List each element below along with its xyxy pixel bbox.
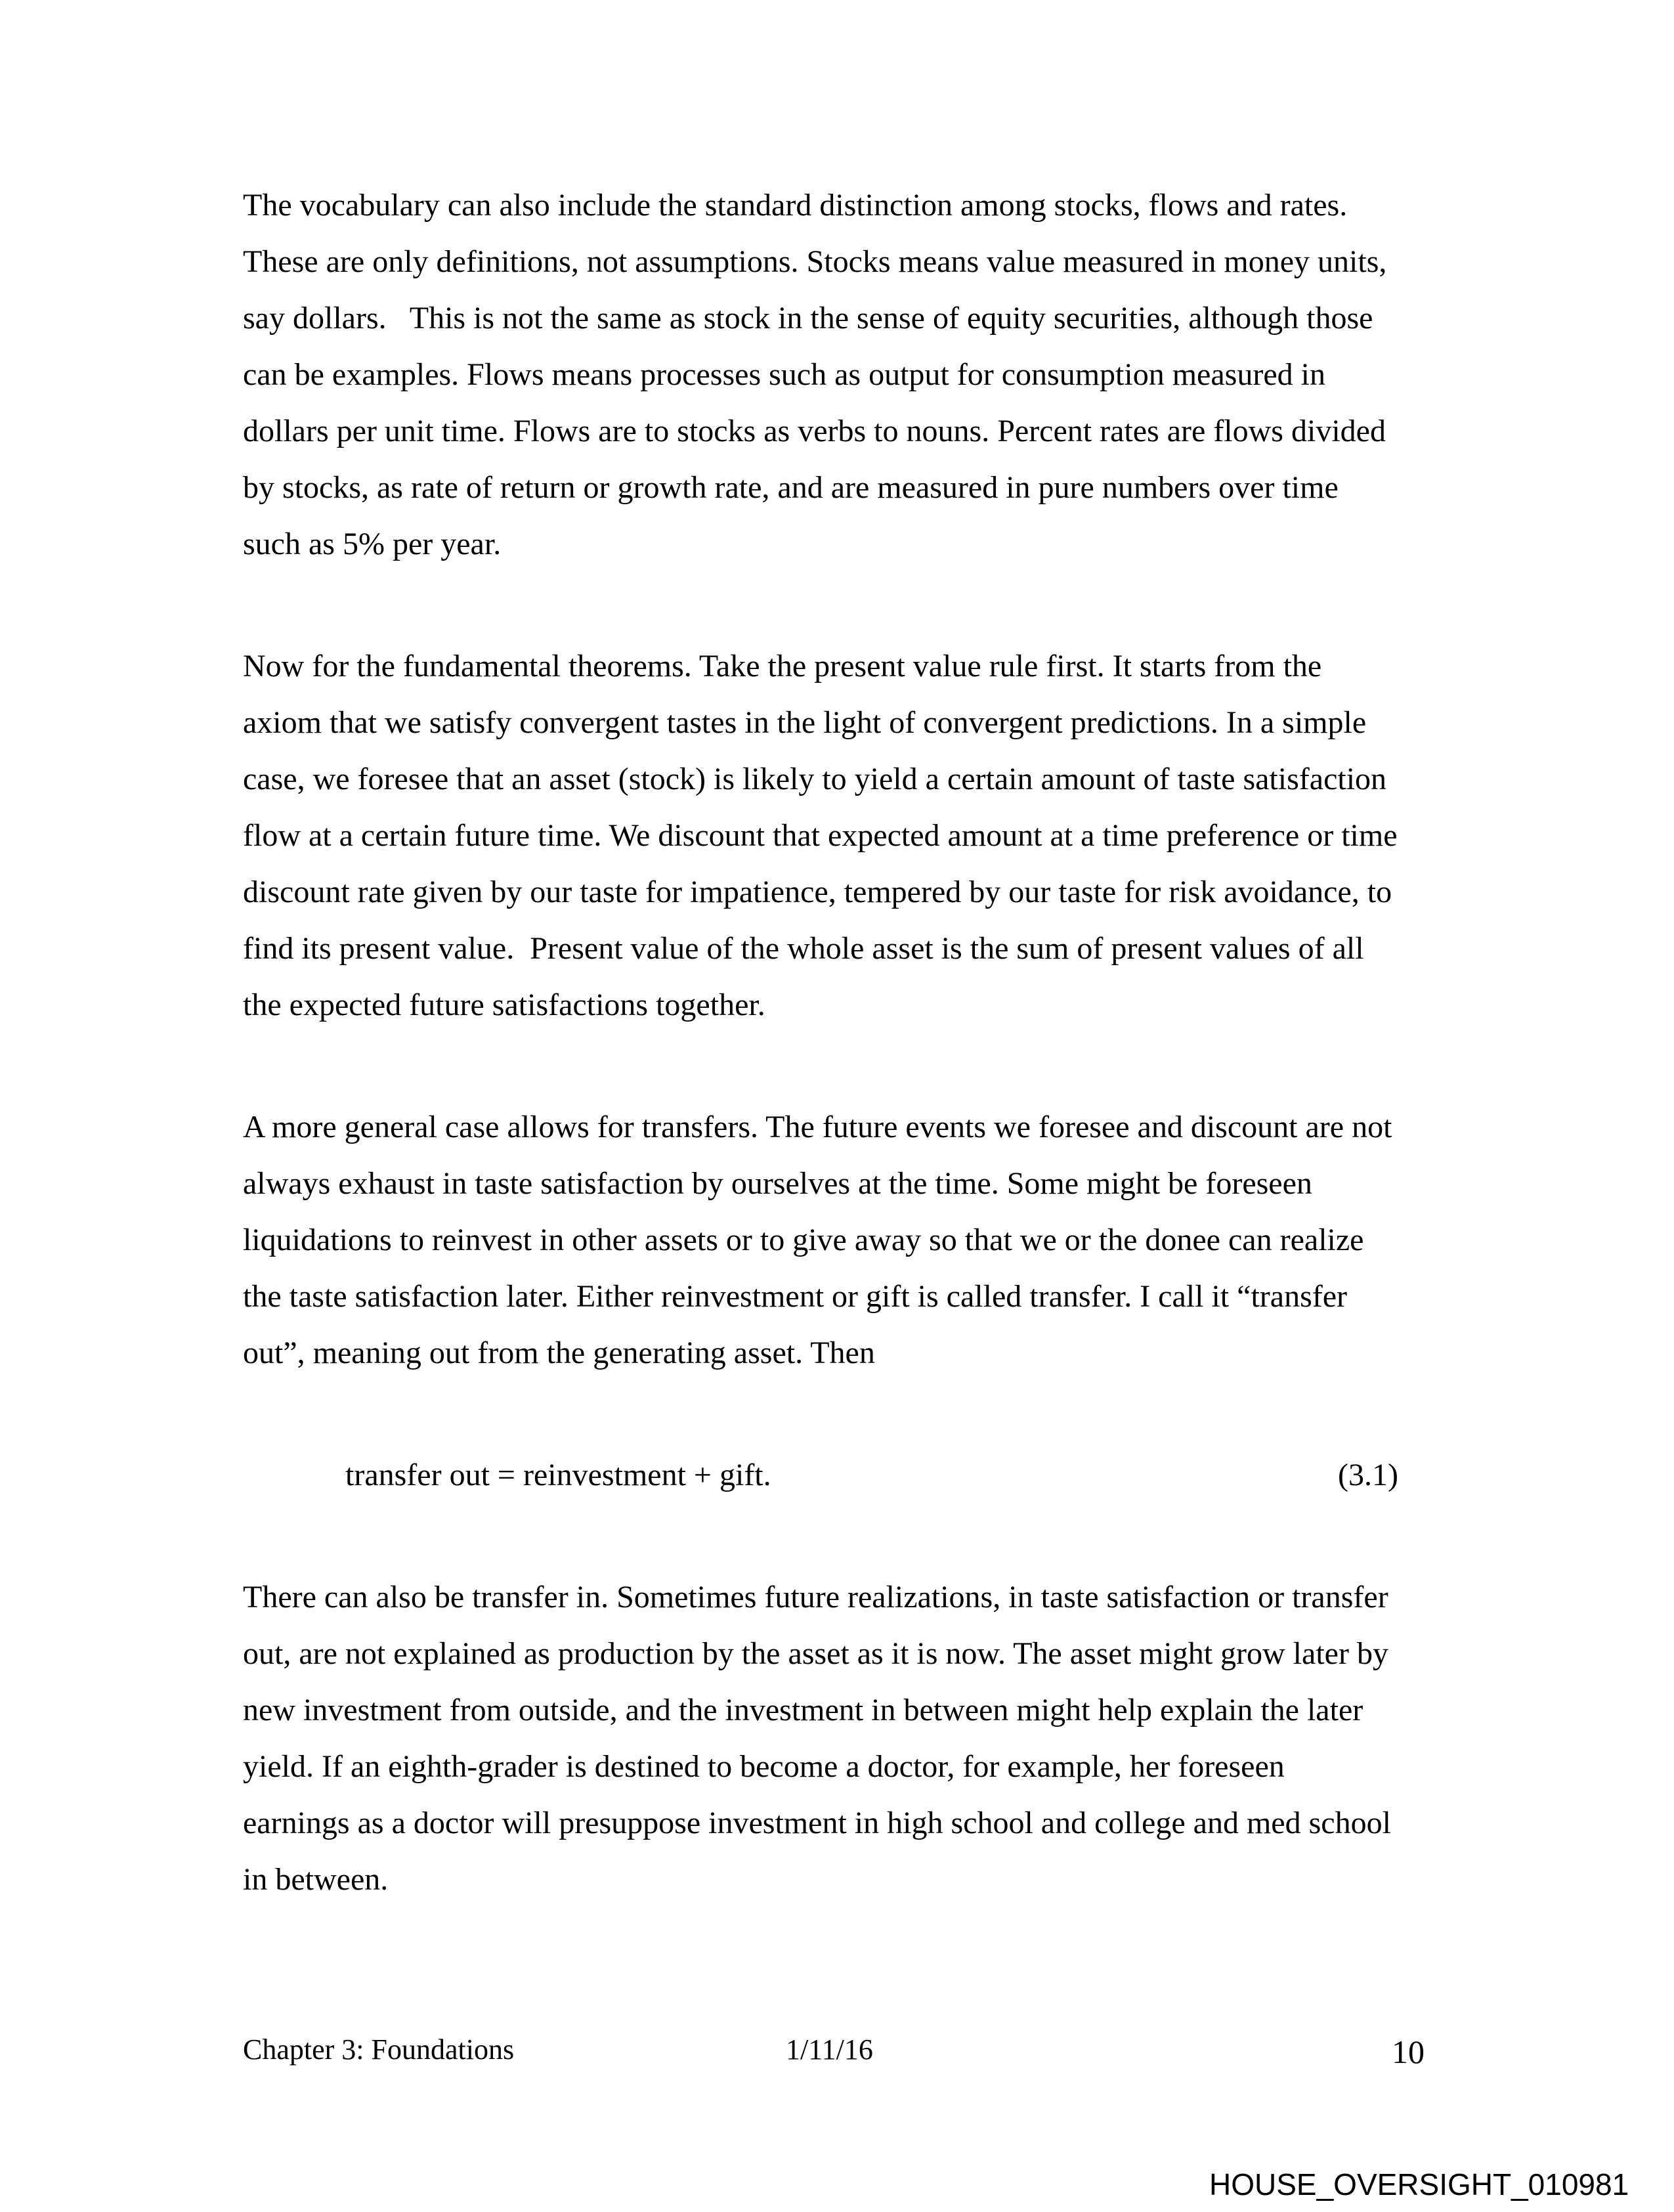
- paragraph-transfers: A more general case allows for transfers. The future events we foresee and discount are not always exhaust in taste satisfaction by ourselves at the time. Some might be foreseen liquidations to reinvest in other assets or to give away so that we or the donee can realize the taste satisfaction later. Either reinvestment or gift is called transfer. I call it “transfer out”, meaning out from the generating asset. Then: [243, 1110, 1400, 1370]
- page-body: [243, 177, 1406, 1974]
- footer-date: 1/11/16: [786, 2033, 873, 2066]
- equation-number: (3.1): [1338, 1458, 1398, 1492]
- bates-stamp-watermark: HOUSE_OVERSIGHT_010981: [1209, 2167, 1629, 2201]
- footer-chapter-title: Chapter 3: Foundations: [243, 2033, 515, 2066]
- paragraph-stocks-flows-rates: The vocabulary can also include the standard distinction among stocks, flows and rates. These are only definitions, not assumptions. Stocks means value measured in money units, say dollars. This is not the same as stock in the sense of equity securities, although those can be examples. Flows means processes such as output for consumption measured in dollars per unit time. Flows are to stocks as verbs to nouns. Percent rates are flows divided by stocks, as rate of return or growth rate, and are measured in pure numbers over time such as 5% per year.: [243, 188, 1395, 561]
- paragraph-transfer-in: There can also be transfer in. Sometimes future realizations, in taste satisfaction or transfer out, are not explained as production by the asset as it is now. The asset might grow later by new investment from outside, and the investment in between might help explain the later yield. If an eighth-grader is destined to become a doctor, for example, her foreseen earnings as a doctor will presuppose investment in high school and college and med school in between.: [243, 1580, 1399, 1897]
- equation-expression: transfer out = reinvestment + gift.: [345, 1458, 771, 1492]
- page-number: 10: [1392, 2033, 1425, 2070]
- equation-row: [243, 1447, 1398, 1504]
- paragraph-fundamental-theorems: Now for the fundamental theorems. Take the present value rule first. It starts from the axiom that we satisfy convergent tastes in the light of convergent predictions. In a simple case, we foresee that an asset (stock) is likely to yield a certain amount of taste satisfaction flow at a certain future time. We discount that expected amount at a time preference or time discount rate given by our taste for impatience, tempered by our taste for risk avoidance, to find its present value. Present value of the whole asset is the sum of present values of all the expected future satisfactions together.: [243, 649, 1406, 1022]
